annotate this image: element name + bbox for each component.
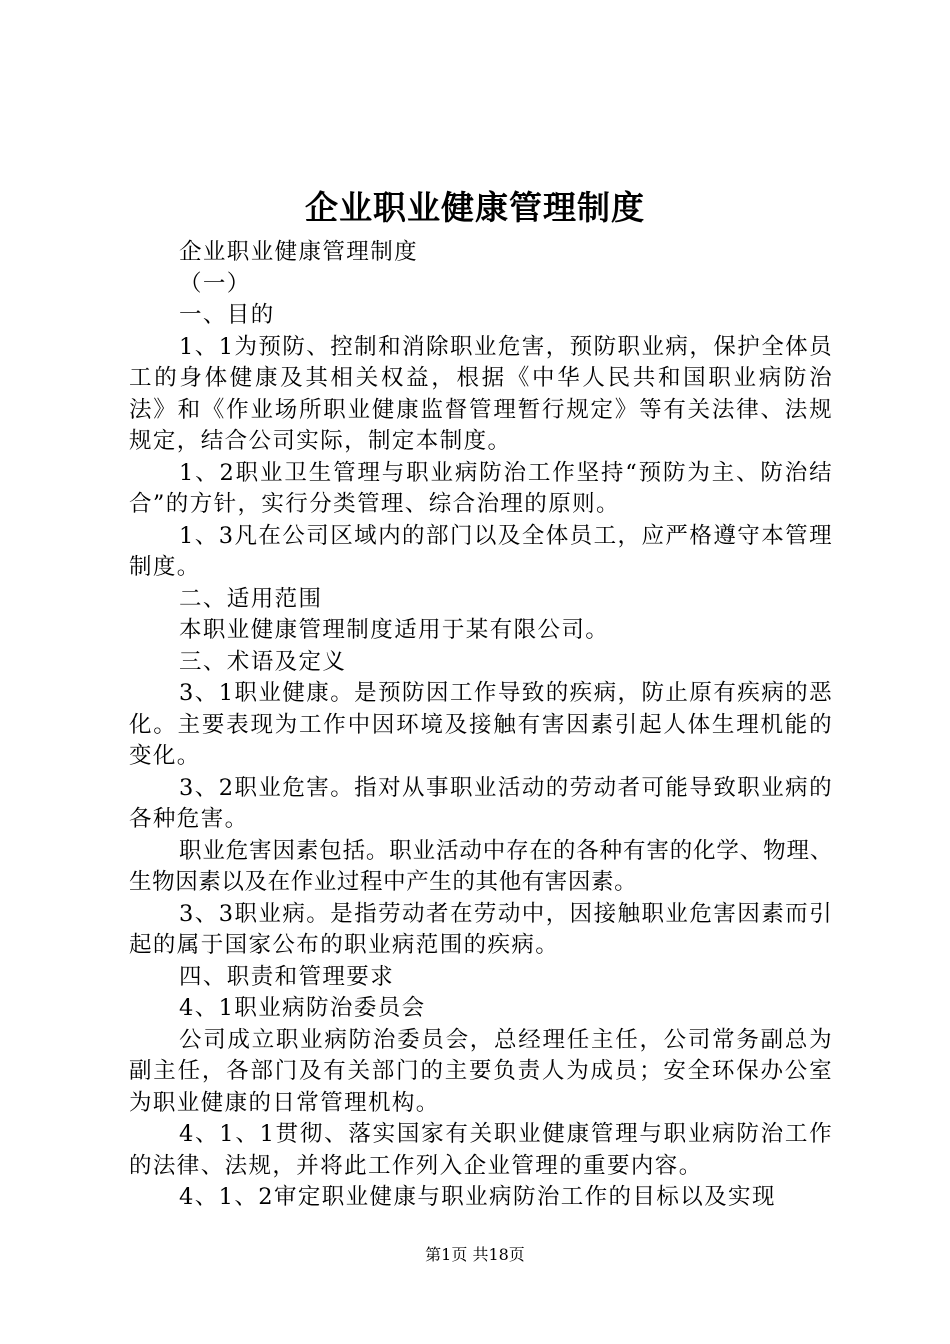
heading-terms: 三、术语及定义 xyxy=(179,648,347,675)
heading-responsibilities: 四、职责和管理要求 xyxy=(179,963,395,990)
paragraph-section-number: （一） xyxy=(179,270,251,297)
paragraph-1-1: 1、1为预防、控制和消除职业危害，预防职业病，保护全体员工的身体健康及其相关权益，根据《中华人民共和国职业病防治法》和《作业场所职业健康监督管理暂行规定》等有关法律、法规规定，结合公司实际，制定本制度。 xyxy=(129,333,833,454)
heading-4-1: 4、1职业病防治委员会 xyxy=(179,995,426,1021)
paragraph-committee: 公司成立职业病防治委员会，总经理任主任，公司常务副总为副主任，各部门及有关部门的主要负责人为成员；安全环保办公室为职业健康的日常管理机构。 xyxy=(129,1026,833,1116)
paragraph-1-3: 1、3凡在公司区域内的部门以及全体员工，应严格遵守本管理制度。 xyxy=(129,522,833,580)
page-footer: 第1页 共18页 xyxy=(425,1245,525,1264)
heading-purpose: 一、目的 xyxy=(179,302,275,328)
document-body xyxy=(129,237,833,1214)
paragraph-hazard-factors: 职业危害因素包括。职业活动中存在的各种有害的化学、物理、生物因素以及在作业过程中产生的其他有害因素。 xyxy=(129,837,833,895)
paragraph-4-1-2: 4、1、2审定职业健康与职业病防治工作的目标以及实现 xyxy=(179,1184,776,1210)
heading-scope: 二、适用范围 xyxy=(179,585,323,612)
paragraph-3-2: 3、2职业危害。指对从事职业活动的劳动者可能导致职业病的各种危害。 xyxy=(129,774,833,832)
paragraph-scope: 本职业健康管理制度适用于某有限公司。 xyxy=(179,617,610,643)
paragraph-3-3: 3、3职业病。是指劳动者在劳动中，因接触职业危害因素而引起的属于国家公布的职业病范围的疾病。 xyxy=(129,900,833,958)
document-title: 企业职业健康管理制度 xyxy=(305,188,645,227)
paragraph-1-2: 1、2职业卫生管理与职业病防治工作坚持“预防为主、防治结合”的方针，实行分类管理、综合治理的原则。 xyxy=(129,459,833,517)
paragraph-4-1-1: 4、1、1贯彻、落实国家有关职业健康管理与职业病防治工作的法律、法规，并将此工作列入企业管理的重要内容。 xyxy=(129,1121,833,1179)
paragraph-subtitle: 企业职业健康管理制度 xyxy=(179,239,419,265)
paragraph-3-1: 3、1职业健康。是预防因工作导致的疾病，防止原有疾病的恶化。主要表现为工作中因环境及接触有害因素引起人体生理机能的变化。 xyxy=(129,680,833,769)
